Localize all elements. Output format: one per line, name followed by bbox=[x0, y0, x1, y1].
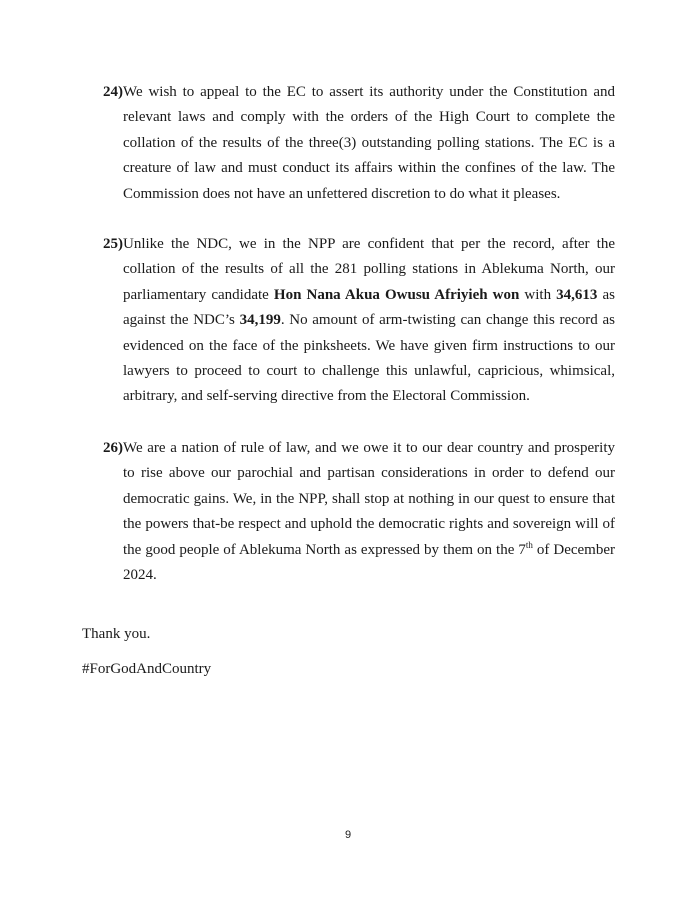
paragraph-text: as against the NDC’s bbox=[123, 286, 615, 329]
paragraph-text: We wish to appeal to the EC to assert its authority under the Constitution and relevant laws and comply with the orders of the High Court to complete the collation of the results of the three(3) outstanding polling stations. The EC is a creature of law and must conduct its affairs within the confines of the law. The Commission does not have an unfettered discretion to do what it pleases. bbox=[123, 84, 615, 202]
closing-hashtag: #ForGodAndCountry bbox=[82, 661, 212, 677]
paragraph-number: 25) bbox=[103, 236, 123, 252]
npp-vote-count: 34,613 bbox=[556, 286, 598, 303]
paragraph-text: Unlike the NDC, we in the NPP are confident that per the record, after the collation of the results of all the 281 polling stations in Ablekuma North, our parliamentary candidate bbox=[123, 236, 615, 303]
paragraph-text: of December 2024. bbox=[123, 541, 615, 584]
paragraph-24 bbox=[103, 80, 615, 207]
candidate-name: Hon Nana Akua Owusu Afriyieh won bbox=[273, 286, 520, 303]
page-number: 9 bbox=[344, 829, 352, 841]
closing-thanks: Thank you. bbox=[82, 626, 151, 642]
paragraph-number: 24) bbox=[103, 84, 123, 100]
paragraph-25 bbox=[103, 232, 615, 410]
ndc-vote-count: 34,199 bbox=[239, 312, 281, 329]
paragraph-number: 26) bbox=[103, 440, 123, 456]
paragraph-text: with bbox=[519, 286, 557, 303]
paragraph-text: We are a nation of rule of law, and we owe it to our dear country and prosperity to rise above our parochial and partisan considerations in order to defend our democratic gains. We, in the NPP, shall stop at nothing in our quest to ensure that the powers that-be respect and uphold the democratic rights and sovereign will of the good people of Ablekuma North as expressed by them on the 7 bbox=[123, 440, 615, 558]
ordinal-suffix: th bbox=[525, 539, 533, 550]
paragraph-text: . No amount of arm-twisting can change this record as evidenced on the face of the pinksheets. We have given firm instructions to our lawyers to proceed to court to challenge this unlawful, capricious, whimsical, arbitrary, and self-serving directive from the Electoral Commission. bbox=[123, 312, 615, 405]
paragraph-26 bbox=[103, 436, 615, 588]
